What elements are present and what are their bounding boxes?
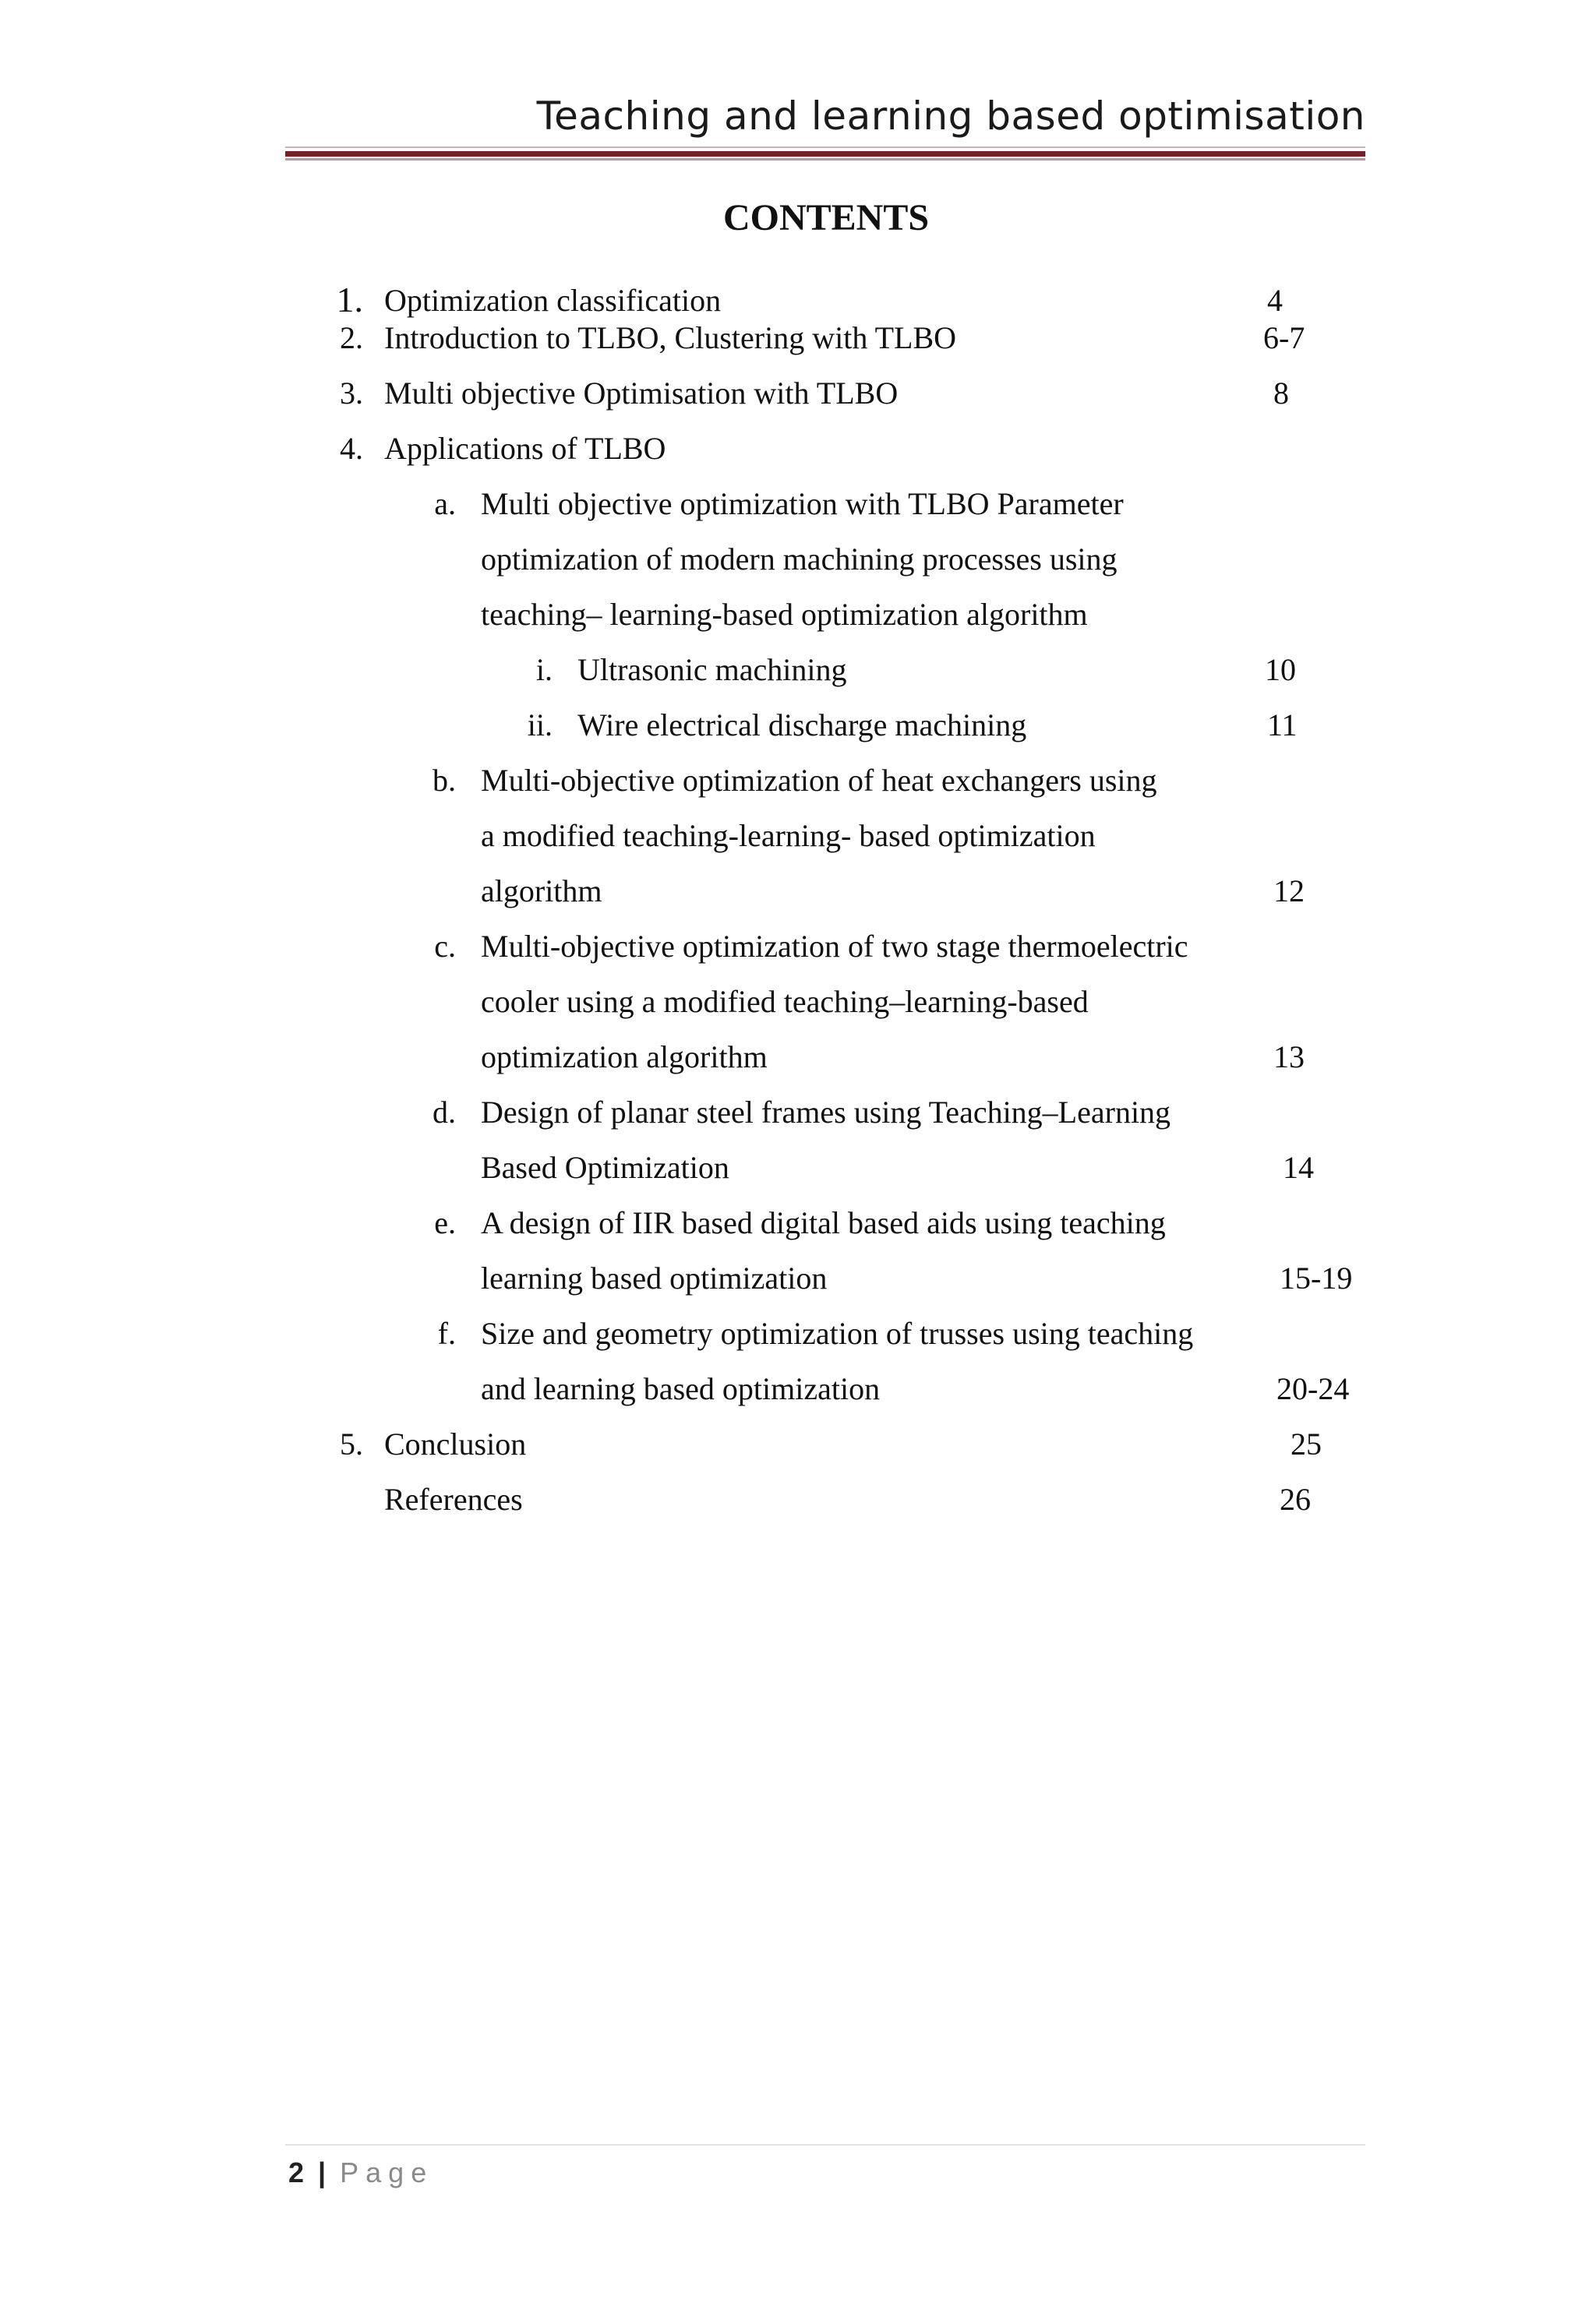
- toc-marker: e.: [434, 1205, 456, 1240]
- toc-page-number: 10: [1265, 652, 1296, 687]
- footer-separator: |: [318, 2156, 327, 2188]
- toc-page-number: 8: [1273, 376, 1289, 411]
- toc-entry-line[interactable]: Design of planar steel frames using Teaching–Learning: [481, 1095, 1171, 1130]
- toc-page-number: 15-19: [1280, 1261, 1353, 1296]
- toc-entry-text[interactable]: Multi objective Optimisation with TLBO: [384, 376, 899, 411]
- toc-entry-line[interactable]: a modified teaching-learning- based optimization: [481, 818, 1096, 853]
- toc-marker: 2.: [340, 320, 363, 355]
- toc-entry-line[interactable]: and learning based optimization: [481, 1371, 881, 1406]
- toc-page-number: 13: [1273, 1039, 1305, 1074]
- toc-entry-text[interactable]: Optimization classification: [384, 283, 722, 318]
- footer-page-number: 2: [288, 2156, 305, 2188]
- toc-entry-line[interactable]: Multi objective optimization with TLBO Parameter: [481, 486, 1124, 521]
- toc-entry-line[interactable]: Multi-objective optimization of heat exchangers using: [481, 763, 1157, 798]
- header-title: Teaching and learning based optimisation: [536, 93, 1365, 139]
- toc-page-number: 26: [1280, 1482, 1311, 1517]
- header-rule-thick: [285, 151, 1365, 157]
- toc-marker: 4.: [340, 431, 363, 466]
- toc-marker: b.: [433, 763, 456, 798]
- toc-entry-line[interactable]: Multi-objective optimization of two stage thermoelectric: [481, 929, 1188, 964]
- toc-entry-text[interactable]: Ultrasonic machining: [577, 652, 847, 687]
- toc-page-number: 20-24: [1276, 1371, 1350, 1406]
- toc-marker: 5.: [340, 1426, 363, 1462]
- footer-page-label: Page: [340, 2156, 434, 2188]
- toc-entry-text[interactable]: Introduction to TLBO, Clustering with TLBO: [384, 320, 957, 355]
- toc-entry-line[interactable]: optimization algorithm: [481, 1039, 768, 1074]
- toc-entry-line[interactable]: learning based optimization: [481, 1261, 828, 1296]
- toc-entry-text[interactable]: References: [384, 1482, 523, 1517]
- toc-entry-line[interactable]: Based Optimization: [481, 1150, 729, 1185]
- toc-entry-line[interactable]: teaching– learning-based optimization algorithm: [481, 597, 1088, 632]
- toc-entry-text[interactable]: Applications of TLBO: [384, 431, 666, 466]
- toc-entry-text[interactable]: Wire electrical discharge machining: [577, 707, 1027, 742]
- toc-page-number: 6-7: [1263, 320, 1305, 355]
- toc-marker: ii.: [527, 707, 553, 742]
- toc-page-number: 12: [1273, 873, 1305, 908]
- toc-entry-line[interactable]: Size and geometry optimization of trusses using teaching: [481, 1316, 1194, 1351]
- toc-page-number: 25: [1291, 1426, 1322, 1462]
- toc-marker: c.: [434, 929, 456, 964]
- toc-entry-line[interactable]: A design of IIR based digital based aids using teaching: [481, 1205, 1166, 1240]
- toc-marker: d.: [433, 1095, 456, 1130]
- toc-entry-line[interactable]: optimization of modern machining processes using: [481, 541, 1118, 577]
- toc-page-number: 11: [1267, 707, 1298, 742]
- contents-heading: CONTENTS: [722, 197, 930, 238]
- header-rule-light: [285, 146, 1365, 148]
- header-rule-thin: [285, 158, 1365, 160]
- toc-entry-line[interactable]: cooler using a modified teaching–learning-based: [481, 984, 1089, 1019]
- toc-marker: i.: [535, 652, 553, 687]
- toc-entry-text[interactable]: Conclusion: [384, 1426, 527, 1462]
- toc-marker: 3.: [340, 376, 363, 411]
- toc-marker: f.: [437, 1316, 456, 1351]
- page-footer: [288, 2156, 433, 2189]
- toc-page-number: 4: [1267, 283, 1283, 318]
- toc-entry-line[interactable]: algorithm: [481, 873, 602, 908]
- footer-rule: [285, 2144, 1365, 2146]
- toc-marker: 1.: [336, 280, 363, 319]
- toc-marker: a.: [434, 486, 456, 521]
- toc-page-number: 14: [1283, 1150, 1314, 1185]
